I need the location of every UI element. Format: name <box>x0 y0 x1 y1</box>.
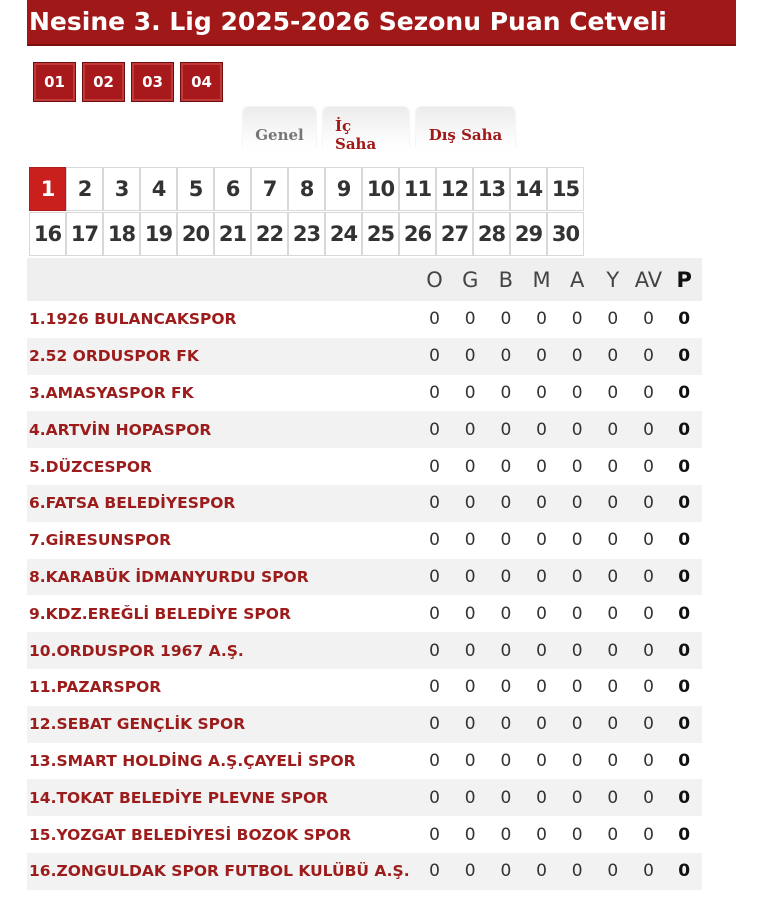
stat-cell-b: 0 <box>500 787 512 808</box>
stat-cell-o: 0 <box>429 346 440 367</box>
table-row <box>27 632 702 669</box>
stat-cell-av: 0 <box>643 640 654 661</box>
stat-cell-av: 0 <box>643 382 654 403</box>
page-title: Nesine 3. Lig 2025-2026 Sezonu Puan Cetveli <box>27 0 736 46</box>
table-row <box>27 669 702 706</box>
stat-cell-o: 0 <box>429 677 440 698</box>
stat-cell-o: 0 <box>429 861 440 882</box>
week-button-22[interactable]: 22 <box>251 212 288 256</box>
group-button-01[interactable]: 01 <box>33 62 76 102</box>
week-button-21[interactable]: 21 <box>214 212 251 256</box>
stat-cell-m: 0 <box>536 346 547 367</box>
team-name-link[interactable]: 11.PAZARSPOR <box>29 678 162 697</box>
stat-cell-y: 0 <box>607 566 619 587</box>
stat-cell-g: 0 <box>464 640 476 661</box>
stat-cell-b: 0 <box>500 603 512 624</box>
group-selector <box>33 62 223 102</box>
team-name-link[interactable]: 10.ORDUSPOR 1967 A.Ş. <box>29 641 244 660</box>
stat-cell-g: 0 <box>464 493 476 514</box>
column-header-av: AV <box>634 267 663 292</box>
week-button-19[interactable]: 19 <box>140 212 177 256</box>
week-row <box>29 167 586 211</box>
stat-cell-o: 0 <box>429 456 440 477</box>
stat-cell-p: 0 <box>678 750 691 771</box>
stat-cell-a: 0 <box>571 309 583 330</box>
stat-cell-y: 0 <box>607 603 619 624</box>
stat-cell-p: 0 <box>678 714 691 735</box>
column-header-y: Y <box>606 267 620 292</box>
stat-cell-y: 0 <box>607 750 619 771</box>
stat-cell-a: 0 <box>571 419 583 440</box>
column-header-o: O <box>426 267 443 292</box>
stat-cell-p: 0 <box>678 824 691 845</box>
stat-cell-g: 0 <box>464 787 476 808</box>
team-name-link[interactable]: 9.KDZ.EREĞLİ BELEDİYE SPOR <box>29 604 291 623</box>
tab-genel[interactable]: Genel <box>243 108 316 148</box>
standings-table <box>27 258 702 890</box>
stat-cell-b: 0 <box>500 309 512 330</box>
stat-cell-av: 0 <box>643 750 654 771</box>
stat-cell-o: 0 <box>429 382 440 403</box>
week-button-5[interactable]: 5 <box>177 167 214 211</box>
stat-cell-o: 0 <box>429 824 440 845</box>
stat-cell-p: 0 <box>678 566 691 587</box>
stat-cell-m: 0 <box>536 530 547 551</box>
stat-cell-m: 0 <box>536 750 547 771</box>
stat-cell-p: 0 <box>678 419 691 440</box>
stat-cell-o: 0 <box>429 603 440 624</box>
stat-cell-b: 0 <box>500 640 512 661</box>
week-button-28[interactable]: 28 <box>473 212 510 256</box>
stat-cell-a: 0 <box>571 603 583 624</box>
stat-cell-m: 0 <box>536 382 547 403</box>
team-name-link[interactable]: 6.FATSA BELEDİYESPOR <box>29 494 236 513</box>
stat-cell-a: 0 <box>571 493 583 514</box>
stat-cell-b: 0 <box>500 346 512 367</box>
week-button-15[interactable]: 15 <box>547 167 584 211</box>
stat-cell-g: 0 <box>464 530 476 551</box>
team-name-link[interactable]: 1.1926 BULANCAKSPOR <box>29 310 237 329</box>
stat-cell-g: 0 <box>464 309 476 330</box>
group-button-04[interactable]: 04 <box>180 62 223 102</box>
team-name-link[interactable]: 3.AMASYASPOR FK <box>29 383 194 402</box>
week-button-2[interactable]: 2 <box>66 167 103 211</box>
stat-cell-m: 0 <box>536 640 547 661</box>
stat-cell-y: 0 <box>607 419 619 440</box>
stat-cell-y: 0 <box>607 346 619 367</box>
team-name-link[interactable]: 5.DÜZCESPOR <box>29 457 152 476</box>
stat-cell-a: 0 <box>571 640 583 661</box>
week-button-6[interactable]: 6 <box>214 167 251 211</box>
stat-cell-y: 0 <box>607 787 619 808</box>
stat-cell-a: 0 <box>571 750 583 771</box>
stat-cell-p: 0 <box>678 456 691 477</box>
stat-cell-g: 0 <box>464 346 476 367</box>
stat-cell-a: 0 <box>571 530 583 551</box>
week-button-10[interactable]: 10 <box>362 167 399 211</box>
stat-cell-y: 0 <box>607 382 619 403</box>
stat-cell-m: 0 <box>536 309 547 330</box>
week-button-17[interactable]: 17 <box>66 212 103 256</box>
stat-cell-b: 0 <box>500 566 512 587</box>
column-header-b: B <box>498 267 514 292</box>
stat-cell-p: 0 <box>678 382 691 403</box>
column-header-g: G <box>462 267 479 292</box>
stat-cell-y: 0 <box>607 493 619 514</box>
week-button-18[interactable]: 18 <box>103 212 140 256</box>
table-row <box>27 706 702 743</box>
stat-cell-g: 0 <box>464 677 476 698</box>
stat-cell-av: 0 <box>643 677 654 698</box>
week-button-20[interactable]: 20 <box>177 212 214 256</box>
table-row <box>27 375 702 412</box>
group-button-03[interactable]: 03 <box>131 62 174 102</box>
team-name-link[interactable]: 14.TOKAT BELEDİYE PLEVNE SPOR <box>29 788 329 807</box>
stat-cell-y: 0 <box>607 309 619 330</box>
tab-dis-saha[interactable]: Dış Saha <box>416 108 515 148</box>
stat-cell-y: 0 <box>607 530 619 551</box>
stat-cell-m: 0 <box>536 787 547 808</box>
table-row <box>27 411 702 448</box>
stat-cell-b: 0 <box>500 861 512 882</box>
week-button-30[interactable]: 30 <box>547 212 584 256</box>
stat-cell-p: 0 <box>678 861 691 882</box>
stat-cell-o: 0 <box>429 530 440 551</box>
stat-cell-b: 0 <box>500 677 512 698</box>
stat-cell-y: 0 <box>607 714 619 735</box>
tab-ic-saha[interactable]: İç Saha <box>323 108 409 148</box>
stat-cell-m: 0 <box>536 824 547 845</box>
stat-cell-b: 0 <box>500 824 512 845</box>
team-name-link[interactable]: 7.GİRESUNSPOR <box>29 531 172 550</box>
week-button-3[interactable]: 3 <box>103 167 140 211</box>
stat-cell-y: 0 <box>607 456 619 477</box>
stat-cell-p: 0 <box>678 603 691 624</box>
stat-cell-m: 0 <box>536 861 547 882</box>
table-row <box>27 743 702 780</box>
stat-cell-a: 0 <box>571 456 583 477</box>
week-button-11[interactable]: 11 <box>399 167 436 211</box>
stat-cell-p: 0 <box>678 309 691 330</box>
stat-cell-b: 0 <box>500 382 512 403</box>
stat-cell-a: 0 <box>571 382 583 403</box>
stat-cell-av: 0 <box>643 456 654 477</box>
week-button-27[interactable]: 27 <box>436 212 473 256</box>
stat-cell-b: 0 <box>500 456 512 477</box>
team-name-link[interactable]: 13.SMART HOLDİNG A.Ş.ÇAYELİ SPOR <box>29 751 356 770</box>
team-name-link[interactable]: 16.ZONGULDAK SPOR FUTBOL KULÜBÜ A.Ş. <box>29 862 410 881</box>
week-button-4[interactable]: 4 <box>140 167 177 211</box>
stat-cell-m: 0 <box>536 419 547 440</box>
group-button-02[interactable]: 02 <box>82 62 125 102</box>
stat-cell-av: 0 <box>643 493 654 514</box>
stat-cell-b: 0 <box>500 530 512 551</box>
team-name-link[interactable]: 4.ARTVİN HOPASPOR <box>29 420 212 439</box>
stat-cell-g: 0 <box>464 824 476 845</box>
stat-cell-m: 0 <box>536 493 547 514</box>
week-button-1[interactable]: 1 <box>29 167 66 211</box>
table-row <box>27 522 702 559</box>
stat-cell-o: 0 <box>429 309 440 330</box>
stat-cell-m: 0 <box>536 456 547 477</box>
stat-cell-g: 0 <box>464 456 476 477</box>
week-button-7[interactable]: 7 <box>251 167 288 211</box>
week-row <box>29 212 586 256</box>
table-row <box>27 595 702 632</box>
stat-cell-o: 0 <box>429 787 440 808</box>
table-row <box>27 338 702 375</box>
stat-cell-y: 0 <box>607 677 619 698</box>
stat-cell-a: 0 <box>571 346 583 367</box>
week-button-13[interactable]: 13 <box>473 167 510 211</box>
stat-cell-av: 0 <box>643 714 654 735</box>
table-row <box>27 485 702 522</box>
stat-cell-b: 0 <box>500 750 512 771</box>
stat-cell-g: 0 <box>464 566 476 587</box>
stat-cell-a: 0 <box>571 861 583 882</box>
stat-cell-p: 0 <box>678 346 691 367</box>
stat-cell-p: 0 <box>678 640 691 661</box>
team-name-link[interactable]: 15.YOZGAT BELEDİYESİ BOZOK SPOR <box>29 825 352 844</box>
stat-cell-g: 0 <box>464 382 476 403</box>
stat-cell-y: 0 <box>607 824 619 845</box>
week-button-9[interactable]: 9 <box>325 167 362 211</box>
table-row <box>27 559 702 596</box>
stat-cell-o: 0 <box>429 566 440 587</box>
stat-cell-av: 0 <box>643 603 654 624</box>
team-name-link[interactable]: 12.SEBAT GENÇLİK SPOR <box>29 715 246 734</box>
column-header-a: A <box>569 267 585 292</box>
stat-cell-a: 0 <box>571 824 583 845</box>
stat-cell-y: 0 <box>607 861 619 882</box>
column-header-m: M <box>532 267 551 292</box>
table-row <box>27 301 702 338</box>
stat-cell-a: 0 <box>571 787 583 808</box>
week-selector <box>29 167 586 257</box>
stat-cell-o: 0 <box>429 750 440 771</box>
stat-cell-av: 0 <box>643 787 654 808</box>
week-button-23[interactable]: 23 <box>288 212 325 256</box>
week-button-24[interactable]: 24 <box>325 212 362 256</box>
week-button-12[interactable]: 12 <box>436 167 473 211</box>
stat-cell-m: 0 <box>536 677 547 698</box>
stat-cell-av: 0 <box>643 309 654 330</box>
team-name-link[interactable]: 2.52 ORDUSPOR FK <box>29 347 199 366</box>
stat-cell-o: 0 <box>429 493 440 514</box>
stat-cell-o: 0 <box>429 419 440 440</box>
stat-cell-g: 0 <box>464 714 476 735</box>
venue-tabs <box>243 108 515 153</box>
stat-cell-av: 0 <box>643 861 654 882</box>
stat-cell-p: 0 <box>678 493 691 514</box>
standings-body <box>27 301 702 890</box>
week-button-29[interactable]: 29 <box>510 212 547 256</box>
stat-cell-b: 0 <box>500 419 512 440</box>
stat-cell-m: 0 <box>536 603 547 624</box>
week-button-14[interactable]: 14 <box>510 167 547 211</box>
team-name-link[interactable]: 8.KARABÜK İDMANYURDU SPOR <box>29 567 309 586</box>
stat-cell-g: 0 <box>464 750 476 771</box>
table-row <box>27 779 702 816</box>
stat-cell-av: 0 <box>643 346 654 367</box>
standings-header <box>27 258 702 301</box>
table-row <box>27 816 702 853</box>
stat-cell-p: 0 <box>678 530 691 551</box>
column-header-p: P <box>676 267 692 292</box>
stat-cell-m: 0 <box>536 714 547 735</box>
week-button-26[interactable]: 26 <box>399 212 436 256</box>
stat-cell-av: 0 <box>643 566 654 587</box>
stat-cell-o: 0 <box>429 714 440 735</box>
stat-cell-av: 0 <box>643 530 654 551</box>
week-button-16[interactable]: 16 <box>29 212 66 256</box>
stat-cell-a: 0 <box>571 714 583 735</box>
stat-cell-o: 0 <box>429 640 440 661</box>
stat-cell-p: 0 <box>678 677 691 698</box>
week-button-25[interactable]: 25 <box>362 212 399 256</box>
stat-cell-g: 0 <box>464 603 476 624</box>
stat-cell-av: 0 <box>643 824 654 845</box>
stat-cell-p: 0 <box>678 787 691 808</box>
table-row <box>27 853 702 890</box>
stat-cell-y: 0 <box>607 640 619 661</box>
stat-cell-b: 0 <box>500 493 512 514</box>
stat-cell-g: 0 <box>464 419 476 440</box>
stat-cell-a: 0 <box>571 566 583 587</box>
table-row <box>27 448 702 485</box>
stat-cell-b: 0 <box>500 714 512 735</box>
stat-cell-m: 0 <box>536 566 547 587</box>
stat-cell-a: 0 <box>571 677 583 698</box>
week-button-8[interactable]: 8 <box>288 167 325 211</box>
stat-cell-g: 0 <box>464 861 476 882</box>
stat-cell-av: 0 <box>643 419 654 440</box>
